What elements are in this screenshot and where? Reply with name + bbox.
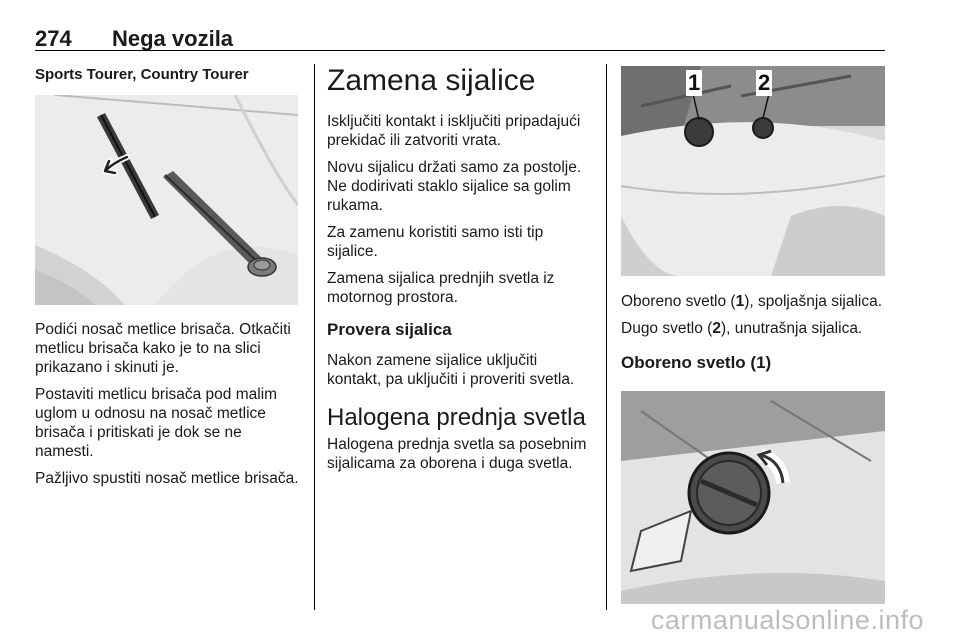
- subsection-heading: Oboreno svetlo (1): [621, 353, 772, 372]
- headlight-illustration: [621, 66, 885, 276]
- column-divider-right: [606, 64, 607, 610]
- middle-column: [327, 64, 592, 481]
- paragraph: Podići nosač metlice brisača. Otkačiti metlicu brisača kako je to na slici prikazano i skinuti je.: [35, 321, 291, 376]
- section-heading: Zamena sijalice: [327, 64, 536, 97]
- paragraph: Pažljivo spustiti nosač metlice brisača.: [35, 470, 299, 487]
- page-header: [35, 24, 885, 52]
- paragraph: Halogena prednja svetla sa posebnim sijalicama za oborena i duga svetla.: [327, 436, 587, 472]
- paragraph: Postaviti metlicu brisača pod malim uglom u odnosu na nosač metlice brisača i pritiskati je dok se ne namesti.: [35, 386, 278, 460]
- figure-caption: Sports Tourer, Country Tourer: [35, 66, 249, 83]
- paragraph: Za zamenu koristiti samo isti tip sijalice.: [327, 224, 544, 260]
- subsection-heading: Provera sijalica: [327, 320, 452, 339]
- header-divider: [35, 50, 885, 51]
- paragraph: Nakon zamene sijalice uključiti kontakt, pa uključiti i proveriti svetla.: [327, 352, 575, 388]
- paragraph: Isključiti kontakt i isključiti pripadajući prekidač ili zatvoriti vrata.: [327, 113, 581, 149]
- left-column: [35, 66, 300, 83]
- paragraph: Zamena sijalica prednjih svetla iz motornog prostora.: [327, 270, 555, 306]
- bulb-cover-illustration: [621, 391, 885, 604]
- paragraph-low-beam: Oboreno svetlo (1), spoljašnja sijalica.: [621, 293, 883, 310]
- left-text: [35, 320, 303, 496]
- wiper-illustration: [35, 95, 298, 305]
- paragraph: Novu sijalicu držati samo za postolje. Ne dodirivati staklo sijalice sa golim rukama.: [327, 159, 582, 214]
- column-divider-left: [314, 64, 315, 610]
- paragraph-high-beam: Dugo svetlo (2), unutrašnja sijalica.: [621, 320, 863, 337]
- section-title: Nega vozila: [112, 26, 234, 51]
- page-number: 274: [35, 26, 72, 51]
- watermark: carmanualsonline.info: [650, 605, 924, 635]
- subsection-heading: Halogena prednja svetla: [327, 404, 586, 431]
- figure-callout-2: 2: [758, 70, 771, 95]
- figure-callout-1: 1: [688, 70, 701, 95]
- right-text: [621, 292, 886, 374]
